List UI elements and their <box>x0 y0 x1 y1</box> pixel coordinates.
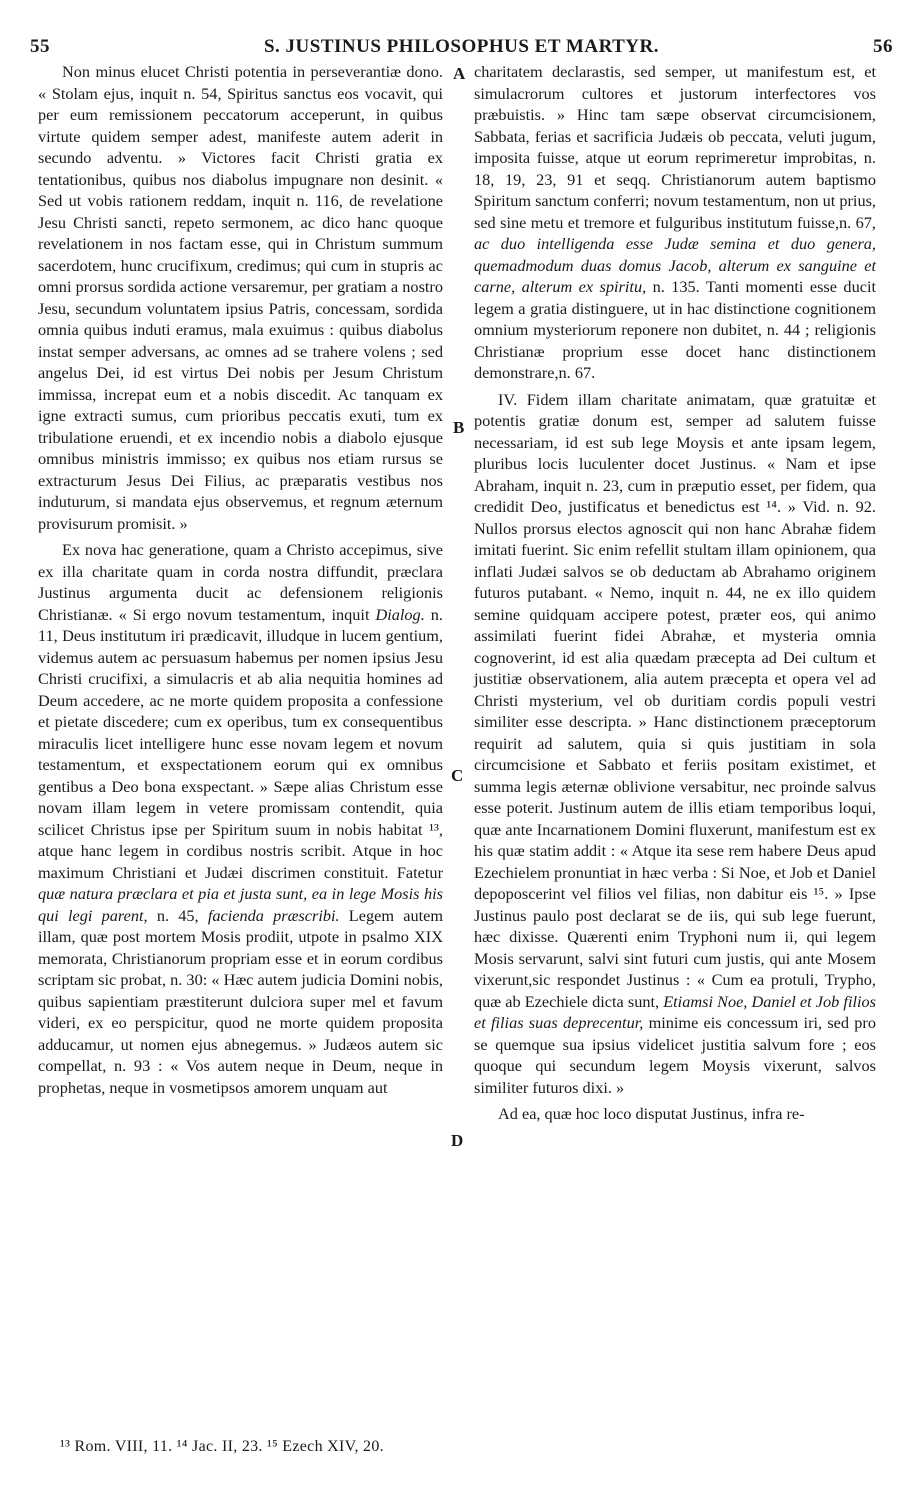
page-number-right: 56 <box>873 36 893 57</box>
text-run: charitatem declarastis, sed semper, ut manifestum est, et simulacrorum cultores et justorum interfectores vos præbuistis. » Hinc tam sæpe observat circumcisionem, Sabbata, ferias et sacrificia Judæis ob peccata, veluti jugum, imposita fuisse, atque ut eorum reprimeretur improbitas, n. 18, 19, 23, 91 et seqq. Christianorum autem baptismo Spiritum sanctum conferri; novum testamentum, non ut prius, sed sine metu et tremore et fulguribus institutum fuisse,n. 67, <box>474 62 876 232</box>
margin-marker-d: D <box>451 1131 464 1150</box>
italic-text: quæ natura præclara et pia et justa sunt, ea in lege Mosis his qui legi parent, <box>38 884 443 925</box>
text-run: Non minus elucet Christi potentia in perseverantiæ dono. « Stolam ejus, inquit n. 54, Spiritus sanctus eos vocavit, qui per eum remissionem peccatorum acceperunt, in quibus virtute quidem semper adest, manifeste autem aderit in secundo adventu. » Victores facit Christi gratia ex tentationibus, quibus nos diabolus impugnare non desinit. « Sed ut vobis rationem reddam, inquit n. 116, de revelatione Jesu Christi sancti, repeto sermonem, ac dico hanc quoque revelationem in nos factam esse, qui in Christum summum sacerdotem, hunc crucifixum, credimus; qui cum in stupris ac omni prorsus sordida actione versaremur, per gratiam a nostro Jesu, secundum voluntatem ipsius Patris, concessam, sordida omnia quibus induti eramus, mala exuimus : quibus diabolus instat semper adversans, ac omnes ad se trahere volens ; sed angelus Dei, id est virtus Dei nobis per Jesum Christum immissa, increpat eum et a nobis discedit. Ac tanquam ex igne extracti sumus, cum prioribus peccatis exuti, tum ex tribulatione eruendi, et ex incendio nobis a diabolo ejusque omnibus ministris immisso; ex quibus nos etiam rursus se extracturum Jesus Dei Filius, ac præparatis vestibus nos induturum, si mandata ejus observemus, et regnum æternum provisurum promisit. » <box>38 62 443 533</box>
right-column <box>474 61 876 1130</box>
italic-text: Dialog. <box>375 604 425 624</box>
margin-marker-b: B <box>453 418 465 437</box>
paragraph <box>38 539 443 1098</box>
italic-text: facienda præscribi. <box>207 905 340 925</box>
italic-text: ac duo intelligenda esse Judæ semina et duo genera, quemadmodum duas domus Jacob, alterum ex sanguine et carne, alterum ex spiritu, <box>474 234 876 296</box>
left-column <box>38 61 443 1103</box>
paragraph <box>474 61 876 384</box>
paragraph <box>38 61 443 534</box>
paragraph <box>474 389 876 1099</box>
page-number-left: 55 <box>30 36 50 57</box>
text-run: Ad ea, quæ hoc loco disputat Justinus, infra re- <box>498 1104 805 1123</box>
text-run: IV. Fidem illam charitate animatam, quæ gratuitæ et potentis gratiæ donum est, semper ad salutem fuisse necessariam, id est sub lege Moysis et ante ipsam legem, pluribus locis luculenter docet Justinus. « Nam et ipse Abraham, inquit n. 23, cum in præputio esset, per fidem, qua credidit Deo, justificatus et benedictus est ¹⁴. » Vid. n. 92. Nullos prorsus electos agnoscit qui non hanc Abrahæ fidem imitati fuerint. Sic enim refellit stultam illam opinionem, qua inflati Judæi salvos se ob deductam ab Abrahamo originem futuros putabant. « Nemo, inquit n. 44, ne ex illo quidem semine quidquam accipere potest, præter eos, qui animo assimilati fuerint fidei Abrahæ, et mysteria omnia cognoverint, id est alia quædam præcepta ad Dei cultum et justitiæ observationem, alia autem præcepta et opera vel ad Christi mysterium, vel ob duritiam cordis populi vestri similiter esse descripta. » Hanc distinctionem præceptorum requirit ad salutem, quia si quis justitiam in sola circumcisione et Sabbato et feriis positam existimet, et summa legis æternæ oblivione versabitur, nec proinde salvus esse poterit. Justinum autem de illis etiam temporibus loqui, quæ ante Incarnationem Domini fluxerunt, manifestum est ex his quæ statim addit : « Atque ita sese rem habere Deus apud Ezechielem pronuntiat in hæc verba : Si Noe, et Job et Daniel depoposcerint vel filios vel filias, non dabitur eis ¹⁵. » Ipse Justinus paulo post declarat se de iis, qui sub lege fuerunt, hæc dixisse. Quærenti enim Tryphoni num ii, qui legem Mosis servarunt, salvi sint futuri cum justis, qui ante Mosem vixerunt,sic respondet Justinus : « Cum ea protuli, Trypho, quæ ab Ezechiele dicta sunt, <box>474 389 876 1011</box>
text-run: n. 45, <box>147 905 208 925</box>
italic-text: Etiamsi Noe, Daniel et Job filios et filias suas deprecentur, <box>474 991 876 1032</box>
text-run: n. 135. Tanti momenti esse ducit legem a gratia distinguere, ut in hac distinctione cognitionem omnium mysteriorum reponere non dubitet, n. 44 ; religionis Christianæ proprium esse docet hanc distinctionem demonstrare,n. 67. <box>474 277 876 382</box>
paragraph <box>474 1103 876 1125</box>
margin-marker-a: A <box>453 64 466 83</box>
footnotes: ¹³ Rom. VIII, 11. ¹⁴ Jac. II, 23. ¹⁵ Ezech XIV, 20. <box>60 1438 384 1455</box>
margin-marker-c: C <box>451 766 464 785</box>
running-title: S. JUSTINUS PHILOSOPHUS ET MARTYR. <box>263 36 659 57</box>
text-run: minime eis concessum iri, sed pro se quemque sua ipsius videlicet justitia salvum fore ; eos quoque qui secundum legem Moysis vixerunt, salvos similiter futuros dixi. » <box>474 1013 876 1097</box>
text-run: n. 11, Deus institutum iri prædicavit, illudque in lucem gentium, videmus autem ac persuasum habemus per nomen ipsius Jesu Christi crucifixi, a simulacris et ab alia nequitia homines ad Deum accedere, ac ne morte quidem proposita a confessione et pietate discedere; cum ex operibus, tum ex consequentibus miraculis licet intelligere hunc esse novam legem et novum testamentum, et exspectationem eorum qui ex omnibus gentibus a Deo bona exspectant. » Sæpe alias Christum esse novam illam legem in vetere promissam contendit, quia scilicet Christus ipse per Spiritum suum in nobis habitat ¹³, atque hanc legem in cordibus nostris scribit. Atque in hoc maximum Christiani et Judæi discrimen constituit. Fatetur <box>38 604 443 882</box>
text-run: Ex nova hac generatione, quam a Christo accepimus, sive ex illa charitate quam in corda nostra diffundit, præclara Justinus argumenta ducit ac defensionem religionis Christianæ. « Si ergo novum testamentum, inquit <box>38 540 443 624</box>
text-run: Legem autem illam, quæ post mortem Mosis prodiit, utpote in psalmo XIX memorata, Christianorum propriam esse et in eorum cordibus scriptam sic probat, n. 30: « Hæc autem judicia Domini nobis, quibus sapientiam præstiterunt dulciora super mel et favum videri, ex eo perspicitur, quod ne morte quidem proposita adducamur, ut nomen ejus abnegemus. » Judæos autem sic compellat, n. 93 : « Vos autem neque in Deum, neque in prophetas, neque in vosmetipsos amorem unquam aut <box>38 905 443 1097</box>
